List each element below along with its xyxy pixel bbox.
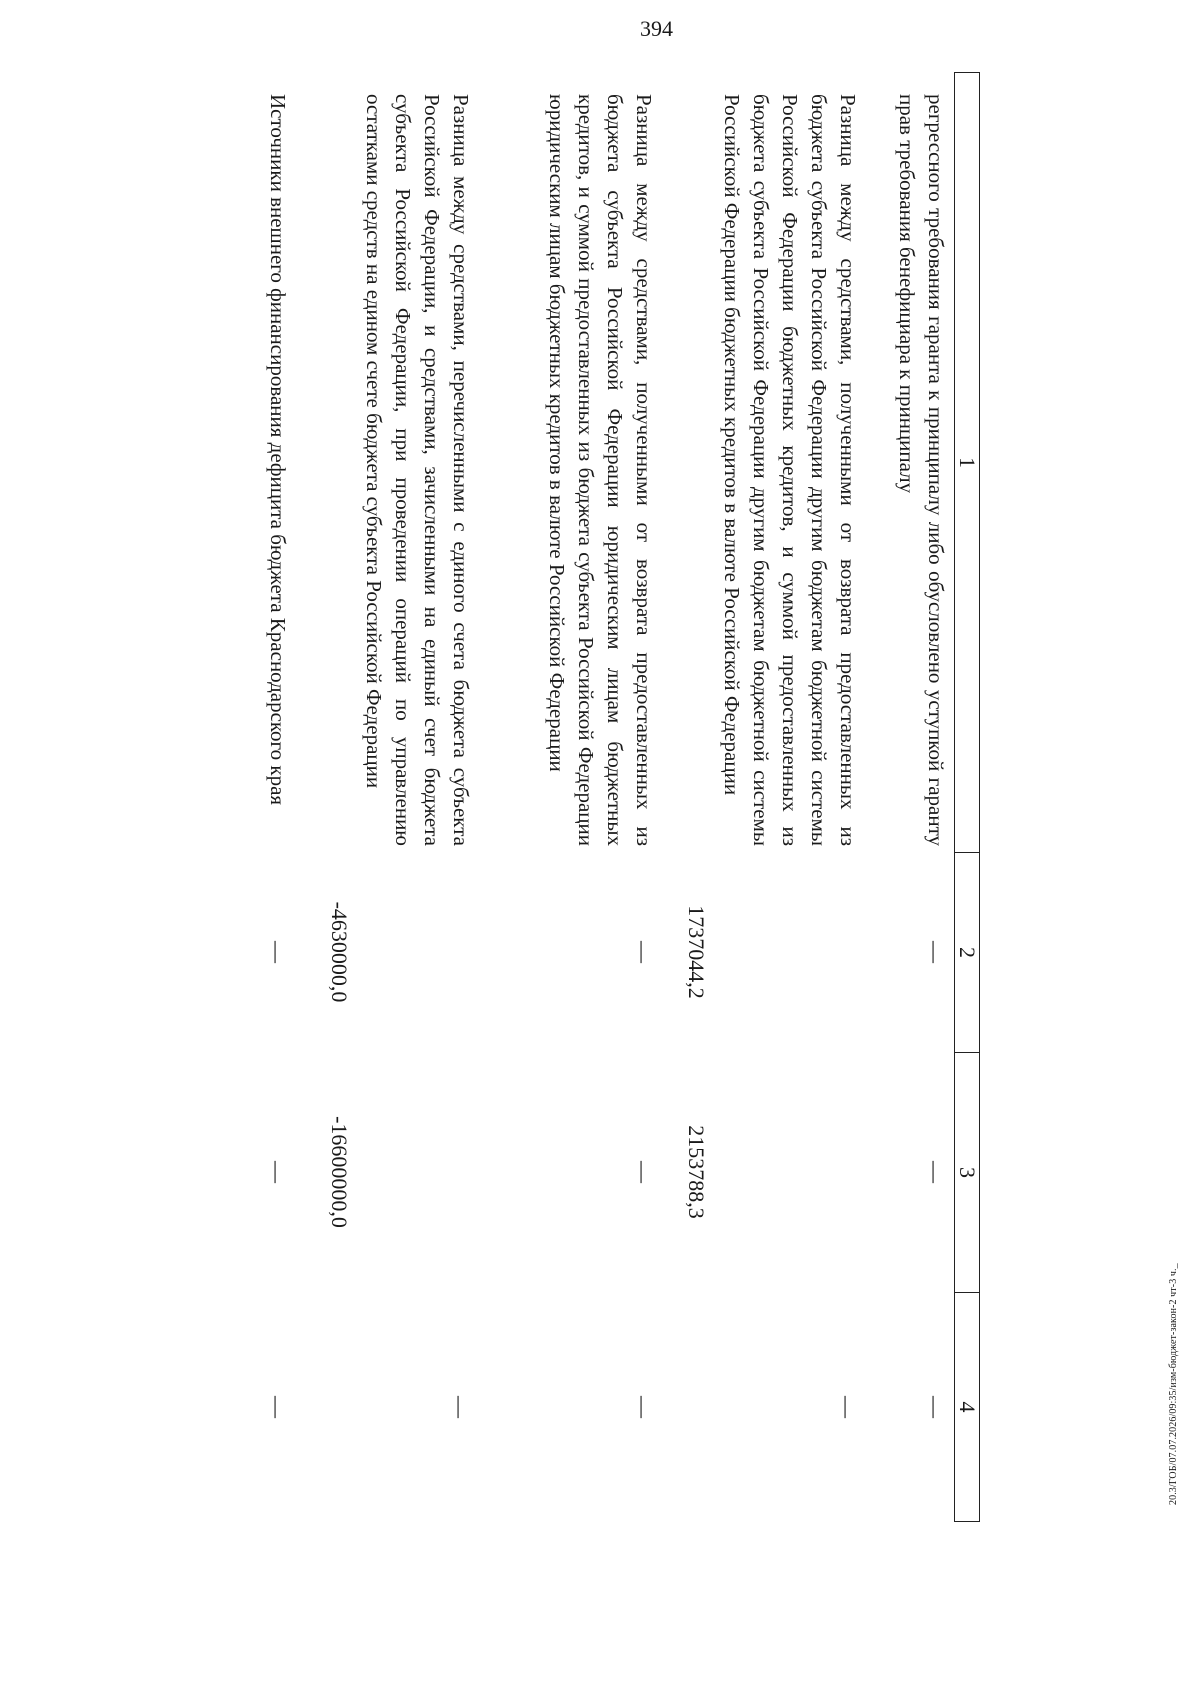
row-description: Источники внешнего финансирования дефицита бюджета Краснодарского края [266,94,290,806]
header-col-3: 3 [955,1053,979,1293]
row-value-col2 [232,852,292,1052]
dash-value: — [835,1396,860,1418]
dash-value: — [631,1161,656,1183]
header-col-2: 2 [955,853,979,1053]
row-description: Разница между средствами, полученными от возврата предоставленных из бюджета субъекта Российской Федерации юридическим лицам бюджетных кредитов, и суммой предоставленных из бюджета субъекта Российской Федерации юридическим лицам бюджетных кредитов в валюте Российской Федерации [545,94,656,846]
row-value-col4 [232,1292,292,1522]
row-value-col2 [890,852,950,1052]
table-row [508,72,658,1522]
dash-value: — [265,1396,290,1418]
row-value-col4 [325,1292,475,1522]
dash-value: — [265,1161,290,1183]
row-description: Разница между средствами, перечисленными с единого счета бюджета субъекта Российской Федерации, и средствами, зачисленными на единый счет бюджета субъекта Российской Федерации, при проведении операций по управлению остатками средств на едином счете бюджета субъекта Российской Федерации [362,94,473,846]
row-description: Разница между средствами, полученными от возврата предоставленных из бюджета субъекта Российской Федерации другим бюджетам бюджетной системы Российской Федерации бюджетных кредитов, и суммой предоставленных из бюджета субъекта Российской Федерации другим бюджетам бюджетной системы Российской Федерации бюджетных кредитов в валюте Российской Федерации [720,94,860,846]
page-number: 394 [640,16,673,41]
budget-table [200,72,980,1522]
row-value-col4 [508,1292,658,1522]
header-col-4: 4 [955,1401,980,1413]
dash-value: — [448,1396,473,1418]
dash-value: — [631,1396,656,1418]
dash-value: — [923,1396,948,1418]
row-value-col2: 1737044,2 [684,905,709,999]
row-value-col3: 2153788,3 [684,1125,709,1219]
header-col-1: 1 [955,73,979,853]
row-value-col3 [508,1052,658,1292]
table-row [682,72,862,1522]
table-row [232,72,292,1522]
dash-value: — [923,1161,948,1183]
table-header [954,72,980,1522]
row-value-col3 [890,1052,950,1292]
row-description: регрессного требования гаранта к принципалу либо обусловлено уступкой гаранту прав требования бенефициара к принципалу [895,94,948,846]
row-value-col3 [232,1052,292,1292]
dash-value: — [923,941,948,963]
row-value-col2 [508,852,658,1052]
table-row [890,72,950,1522]
row-value-col3: -16600000,0 [327,1116,352,1228]
table-row [325,72,475,1522]
row-value-col2: -4630000,0 [327,901,352,1003]
row-value-col4 [682,1292,862,1522]
dash-value: — [265,941,290,963]
footer-document-code: 20.3/ГОБ/07.07.2026/09:35/изм-бюджет-закон-2 чт-3 ч._ [1168,1263,1179,1505]
row-value-col4 [890,1292,950,1522]
dash-value: — [631,941,656,963]
